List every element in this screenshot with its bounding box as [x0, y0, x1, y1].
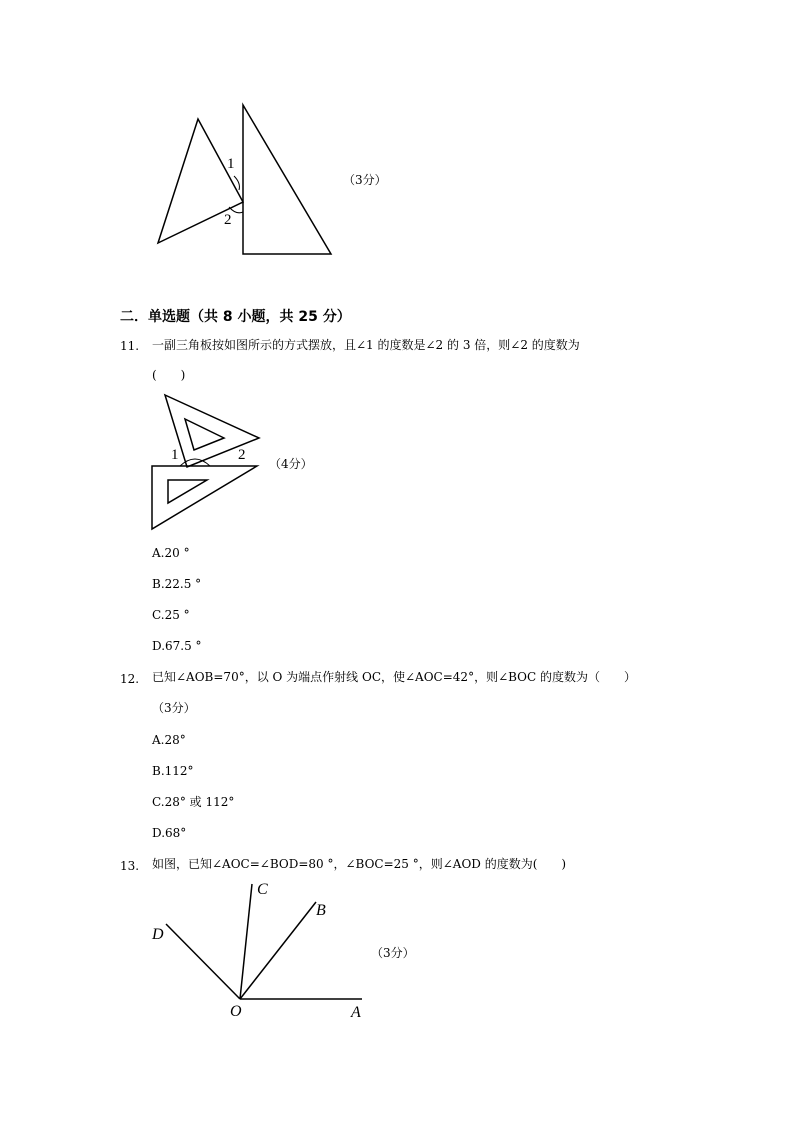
- q12-option-a[interactable]: A.28°: [152, 733, 186, 747]
- q11-option-b[interactable]: B.22.5 °: [152, 577, 202, 591]
- q10-points: （3分）: [343, 173, 387, 187]
- q13-number: 13.: [120, 859, 140, 873]
- q13-ray-od: [166, 924, 240, 999]
- q11-number: 11.: [120, 339, 140, 353]
- q13-ray-oc: [240, 884, 252, 999]
- q11-text: 一副三角板按如图所示的方式摆放，且∠1 的度数是∠2 的 3 倍，则∠2 的度数为: [152, 338, 580, 352]
- q12-number: 12.: [120, 672, 140, 686]
- q10-angle1-label: 1: [227, 156, 235, 172]
- q13-label-a: A: [351, 1004, 361, 1021]
- q13-ray-ob: [240, 902, 316, 999]
- q11-angle2-label: 2: [238, 447, 246, 463]
- q13-text: 如图，已知∠AOC=∠BOD=80 °，∠BOC=25 °，则∠AOD 的度数为( ): [152, 857, 567, 871]
- section-title: 二．单选题（共 8 小题，共 25 分）: [120, 309, 351, 325]
- q11-option-d[interactable]: D.67.5 °: [152, 639, 202, 653]
- q13-label-d: D: [152, 926, 164, 943]
- q12-option-d[interactable]: D.68°: [152, 826, 187, 840]
- q12-option-b[interactable]: B.112°: [152, 764, 194, 778]
- q12-points: （3分）: [152, 701, 196, 715]
- q13-label-c: C: [257, 881, 268, 898]
- q12-text: 已知∠AOB=70°，以 O 为端点作射线 OC，使∠AOC=42°，则∠BOC 的度数为（ ）: [152, 670, 636, 684]
- q11-points: （4分）: [269, 457, 313, 471]
- q11-answer-paren: ( ): [152, 368, 186, 382]
- q13-label-o: O: [230, 1003, 242, 1020]
- q11-angle1-label: 1: [171, 447, 179, 463]
- q10-angle2-label: 2: [224, 212, 232, 228]
- q12-option-c[interactable]: C.28° 或 112°: [152, 795, 235, 809]
- q11-option-c[interactable]: C.25 °: [152, 608, 190, 622]
- q13-points: （3分）: [371, 946, 415, 960]
- q11-option-a[interactable]: A.20 °: [152, 546, 190, 560]
- q13-label-b: B: [316, 902, 326, 919]
